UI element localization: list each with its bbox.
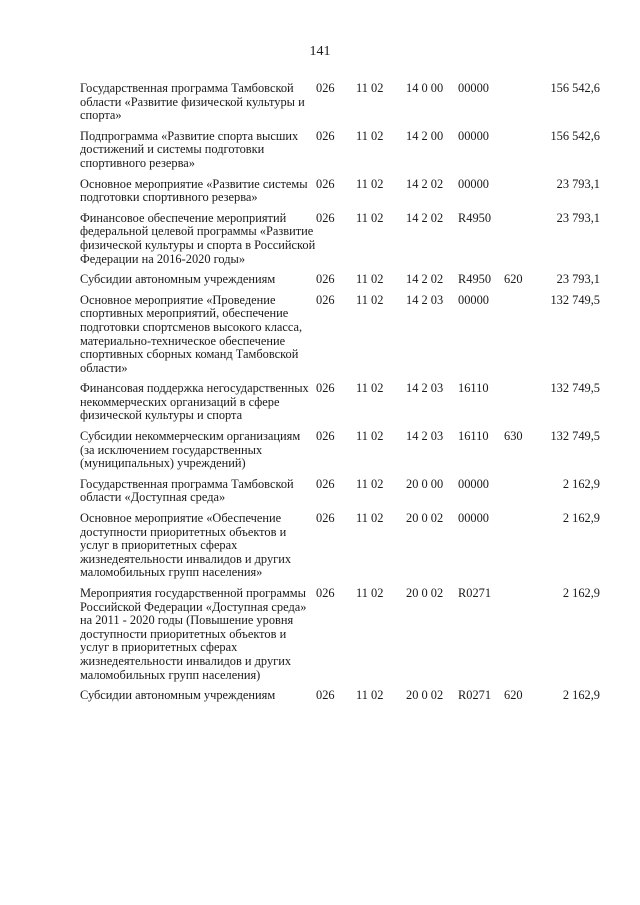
row-expense-type: [504, 382, 540, 430]
row-sum: 132 749,5: [550, 381, 600, 396]
row-section: 11 02: [356, 128, 384, 143]
row-code: 026: [316, 272, 335, 287]
row-section: 11 02: [356, 429, 384, 444]
row-program: 20 0 02: [406, 586, 444, 600]
row-sum: 2 162,9: [562, 586, 600, 600]
row-name: Основное мероприятие «Развитие системы подготовки спортивного резерва»: [80, 176, 308, 205]
table-row: [80, 587, 600, 689]
page-number: 141: [309, 44, 331, 59]
row-section: 11 02: [356, 81, 384, 95]
row-program: 14 2 00: [406, 128, 444, 143]
row-name: Субсидии некоммерческим организациям (за исключением государственных (муниципальных) учреждений): [80, 429, 301, 471]
row-sum: 156 542,6: [550, 128, 600, 143]
row-program: 20 0 00: [406, 476, 444, 491]
row-code: 026: [316, 128, 335, 143]
row-code: 026: [316, 511, 335, 526]
row-name: Субсидии автономным учреждениям: [80, 688, 276, 703]
row-article: 16110: [458, 381, 489, 396]
row-name: Государственная программа Тамбовской области «Доступная среда»: [80, 476, 294, 505]
row-section: 11 02: [356, 272, 384, 287]
row-code: 026: [316, 292, 335, 307]
row-article: 00000: [458, 511, 489, 526]
row-code: 026: [316, 176, 335, 191]
row-name: Мероприятия государственной программы Российской Федерации «Доступная среда» на 2011 - 2020 годы (Повышение уровня доступности приоритетных объектов и услуг в приоритетных сферах жизнедеятельности инвалидов и других маломобильных групп населения): [80, 586, 307, 682]
row-article: 00000: [458, 476, 489, 491]
table-row: [80, 689, 600, 710]
row-program: 14 2 03: [406, 429, 444, 444]
table-row: [80, 382, 600, 430]
row-article: R4950: [458, 272, 492, 287]
row-article: 00000: [458, 292, 489, 307]
row-sum: 23 793,1: [556, 210, 600, 225]
row-expense-type: [504, 512, 540, 587]
row-section: 11 02: [356, 586, 384, 600]
row-expense-type: [504, 82, 540, 130]
row-article: R4950: [458, 210, 492, 225]
table-row: [80, 294, 600, 383]
table-row: [80, 430, 600, 478]
row-program: 14 2 02: [406, 272, 444, 287]
row-section: 11 02: [356, 511, 384, 526]
row-section: 11 02: [356, 476, 384, 491]
row-name: Финансовое обеспечение мероприятий федеральной целевой программы «Развитие физической культуры и спорта в Российской Федерации на 2016-2020 годы»: [80, 210, 316, 266]
table-row: [80, 178, 600, 212]
row-section: 11 02: [356, 176, 384, 191]
row-name: Основное мероприятие «Проведение спортивных мероприятий, обеспечение подготовки спортсменов высокого класса, материально-техническое обеспечение спортивных сборных команд Тамбовской области»: [80, 292, 303, 375]
row-code: 026: [316, 688, 335, 703]
row-expense-type: [504, 587, 540, 689]
row-sum: 132 749,5: [550, 429, 600, 444]
row-expense-type: 630: [504, 429, 523, 444]
row-name: Субсидии автономным учреждениям: [80, 272, 276, 287]
table-row: [80, 212, 600, 273]
row-article: R0271: [458, 586, 492, 600]
row-program: 14 0 00: [406, 81, 444, 95]
row-name: Основное мероприятие «Обеспечение доступности приоритетных объектов и услуг в приоритетных сферах жизнедеятельности инвалидов и других маломобильных групп населения»: [80, 511, 292, 580]
row-name: Подпрограмма «Развитие спорта высших достижений и системы подготовки спортивного резерва»: [80, 128, 299, 170]
row-name: Финансовая поддержка негосударственных некоммерческих организаций в сфере физической культуры и спорта: [80, 381, 309, 423]
row-sum: 2 162,9: [562, 511, 600, 526]
row-section: 11 02: [356, 292, 384, 307]
row-section: 11 02: [356, 381, 384, 396]
table-row: [80, 478, 600, 512]
row-article: 00000: [458, 128, 489, 143]
table-row: [80, 130, 600, 178]
row-code: 026: [316, 210, 335, 225]
row-program: 14 2 03: [406, 292, 444, 307]
row-sum: 23 793,1: [556, 272, 600, 287]
row-expense-type: 620: [504, 272, 523, 287]
row-expense-type: [504, 178, 540, 212]
row-program: 20 0 02: [406, 688, 444, 703]
row-sum: 2 162,9: [562, 476, 600, 491]
row-article: 00000: [458, 81, 489, 95]
row-code: 026: [316, 81, 335, 95]
row-name: Государственная программа Тамбовской области «Развитие физической культуры и спорта»: [80, 81, 305, 123]
table-row: [80, 82, 600, 130]
row-expense-type: [504, 478, 540, 512]
row-code: 026: [316, 476, 335, 491]
row-program: 20 0 02: [406, 511, 444, 526]
row-code: 026: [316, 586, 335, 600]
row-article: 16110: [458, 429, 489, 444]
row-sum: 2 162,9: [562, 688, 600, 703]
row-sum: 156 542,6: [550, 81, 600, 95]
table-row: [80, 512, 600, 587]
row-expense-type: [504, 212, 540, 273]
row-code: 026: [316, 429, 335, 444]
row-sum: 132 749,5: [550, 292, 600, 307]
row-article: R0271: [458, 688, 492, 703]
row-expense-type: [504, 294, 540, 383]
row-sum: 23 793,1: [556, 176, 600, 191]
row-program: 14 2 02: [406, 176, 444, 191]
row-article: 00000: [458, 176, 489, 191]
table-row: [80, 273, 600, 294]
row-section: 11 02: [356, 210, 384, 225]
row-expense-type: 620: [504, 688, 523, 703]
row-program: 14 2 02: [406, 210, 444, 225]
row-program: 14 2 03: [406, 381, 444, 396]
row-section: 11 02: [356, 688, 384, 703]
row-expense-type: [504, 130, 540, 178]
row-code: 026: [316, 381, 335, 396]
budget-table: [80, 82, 600, 710]
